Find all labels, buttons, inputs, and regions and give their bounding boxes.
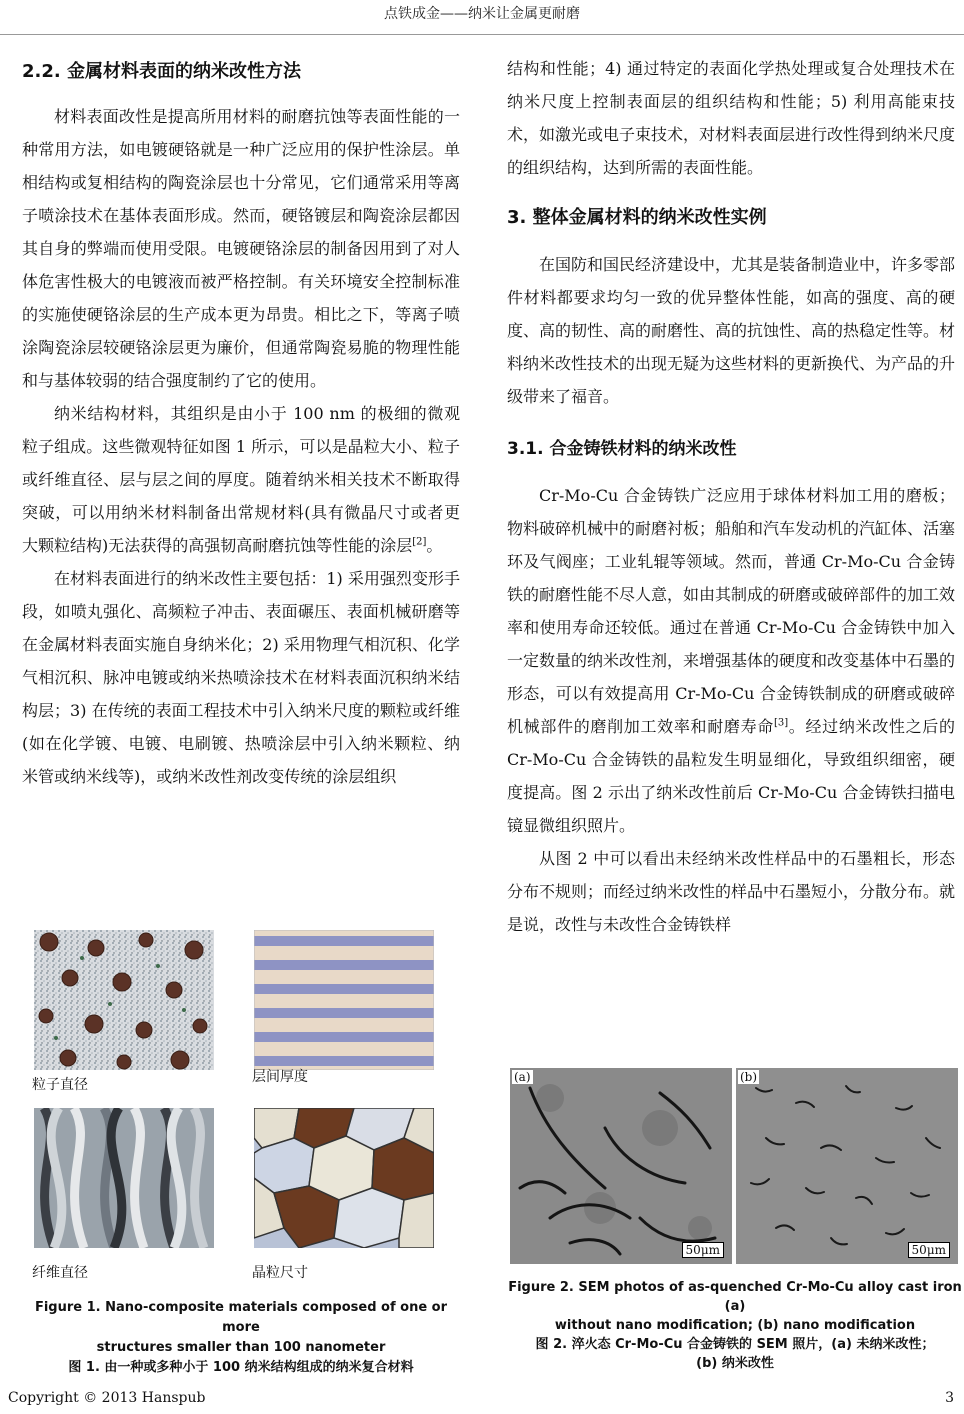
paragraph: 结构和性能；4) 通过特定的表面化学热处理或复合处理技术在纳米尺度上控制表面层的组织结构和性能；5) 利用高能束技术，如激光或电子束技术，对材料表面层进行改性得到纳米尺度的组织结构，达到所需的表面性能。 [507,59,956,177]
figure-1 [28,928,432,1288]
scale-bar-a: 50μm [682,1242,724,1258]
sem-photo-a [510,1068,732,1264]
right-column [507,52,955,941]
page-number: 3 [945,1390,954,1406]
paragraph: 从图 2 中可以看出未经纳米改性样品中的石墨粗长，形态分布不规则；而经过纳米改性的样品中石墨短小，分散分布。就是说，改性与未改性合金铸铁样 [507,849,956,934]
paragraph [507,479,955,842]
paragraph-text: 纳米结构材料，其组织是由小于 100 nm 的极细的微观粒子组成。这些微观特征如图 1 所示，可以是晶粒大小、粒子或纤维直径、层与层之间的厚度。随着纳米相关技术不断取得突破，可以用纳米材料制备出常规材料(具有微晶尺寸或者更大颗粒结构)无法获得的高强韧高耐磨抗蚀等性能的涂层 [22,404,460,555]
citation-link[interactable]: [3] [773,717,789,729]
particle-diagram [34,930,214,1070]
panel-tag-b: (b) [740,1070,758,1084]
figure-2 [510,1068,962,1266]
particle-diameter-label: 粒子直径 [32,1077,88,1093]
fiber-diagram [34,1108,214,1248]
figure-2-caption [505,1278,964,1373]
scale-bar-b: 50μm [908,1242,950,1258]
paragraph: 在材料表面进行的纳米改性主要包括：1) 采用强烈变形手段，如喷丸强化、高频粒子冲击、表面碾压、表面机械研磨等在金属材料表面实施自身纳米化；2) 采用物理气相沉积、化学气相沉积、脉冲电镀或纳米热喷涂技术在材料表面沉积纳米结构层；3) 在传统的表面工程技术中引入纳米尺度的颗粒或纤维(如在化学镀、电镀、电刷镀、热喷涂层中引入纳米颗粒、纳米管或纳米线等)，或纳米改性剂改变传统的涂层组织 [22,569,460,786]
grain-diagram [254,1108,434,1248]
figure-2-caption-zh-2: (b) 纳米改性 [696,1356,774,1371]
subsection-title-3-1: 3.1. 合金铸铁材料的纳米改性 [507,439,737,459]
figure-2-caption-en-2: without nano modification; (b) nano modification [554,1318,916,1333]
figure-1-caption-en-1: Figure 1. Nano-composite materials composed of one or more [34,1300,448,1335]
figure-1-caption-zh: 图 1. 由一种或多种小于 100 纳米结构组成的纳米复合材料 [68,1360,414,1375]
paragraph-text: 。经过纳米改性之后的 Cr-Mo-Cu 合金铸铁的晶粒发生明显细化，导致组织细密，硬度提高。图 2 示出了纳米改性前后 Cr-Mo-Cu 合金铸铁扫描电镜显微组织照片。 [507,717,955,835]
grain-size-label: 晶粒尺寸 [252,1265,308,1281]
section-title-2-2: 2.2. 金属材料表面的纳米改性方法 [22,61,301,82]
paragraph-text: Cr-Mo-Cu 合金铸铁广泛应用于球体材料加工用的磨板；物料破碎机械中的耐磨衬板；船舶和汽车发动机的汽缸体、活塞环及气阀座；工业轧辊等领域。然而，普通 Cr-Mo-Cu 合金铸铁的耐磨性能不尽人意，如由其制成的研磨或破碎部件的加工效率和使用寿命还较低。通过在普通 Cr-Mo-Cu 合金铸铁中加入一定数量的纳米改性剂，来增强基体的硬度和改变基体中石墨的形态，可以有效提高用 Cr-Mo-Cu 合金铸铁制成的研磨或破碎机械部件的磨削加工效率和耐磨寿命 [507,486,956,736]
section-title-3: 3. 整体金属材料的纳米改性实例 [507,207,767,228]
paragraph: 在国防和国民经济建设中，尤其是装备制造业中，许多零部件材料都要求均匀一致的优异整体性能，如高的强度、高的硬度、高的韧性、高的耐磨性、高的抗蚀性、高的热稳定性等。材料纳米改性技术的出现无疑为这些材料的更新换代、为产品的升级带来了福音。 [507,255,956,406]
figure-1-caption [22,1298,460,1378]
layer-thickness-label: 层间厚度 [252,1069,308,1085]
panel-tag-a: (a) [514,1070,531,1084]
paragraph [22,397,460,562]
copyright-footer: Copyright © 2013 Hanspub [8,1390,206,1406]
paragraph-text: 。 [426,536,443,555]
left-column [22,52,460,793]
figure-1-caption-en-2: structures smaller than 100 nanometer [96,1340,386,1355]
running-header [0,0,964,35]
running-title: 点铁成金——纳米让金属更耐磨 [384,6,580,22]
sem-photo-b [736,1068,958,1264]
fiber-diameter-label: 纤维直径 [32,1265,88,1281]
figure-2-caption-zh-1: 图 2. 淬火态 Cr-Mo-Cu 合金铸铁的 SEM 照片，(a) 未纳米改性； [535,1337,935,1352]
citation-link[interactable]: [2] [412,536,427,548]
layer-diagram [254,930,434,1070]
paragraph: 材料表面改性是提高所用材料的耐磨抗蚀等表面性能的一种常用方法，如电镀硬铬就是一种广泛应用的保护性涂层。单相结构或复相结构的陶瓷涂层也十分常见，它们通常采用等离子喷涂技术在基体表面形成。然而，硬铬镀层和陶瓷涂层都因其自身的弊端而使用受限。电镀硬铬涂层的制备因用到了对人体危害性极大的电镀液而被严格控制。有关环境安全控制标准的实施使硬铬涂层的生产成本更为昂贵。相比之下，等离子喷涂陶瓷涂层较硬铬涂层更为廉价，但通常陶瓷易脆的物理性能和与基体较弱的结合强度制约了它的使用。 [22,107,460,390]
figure-2-caption-en-1: Figure 2. SEM photos of as-quenched Cr-Mo-Cu alloy cast iron (a) [508,1280,962,1314]
